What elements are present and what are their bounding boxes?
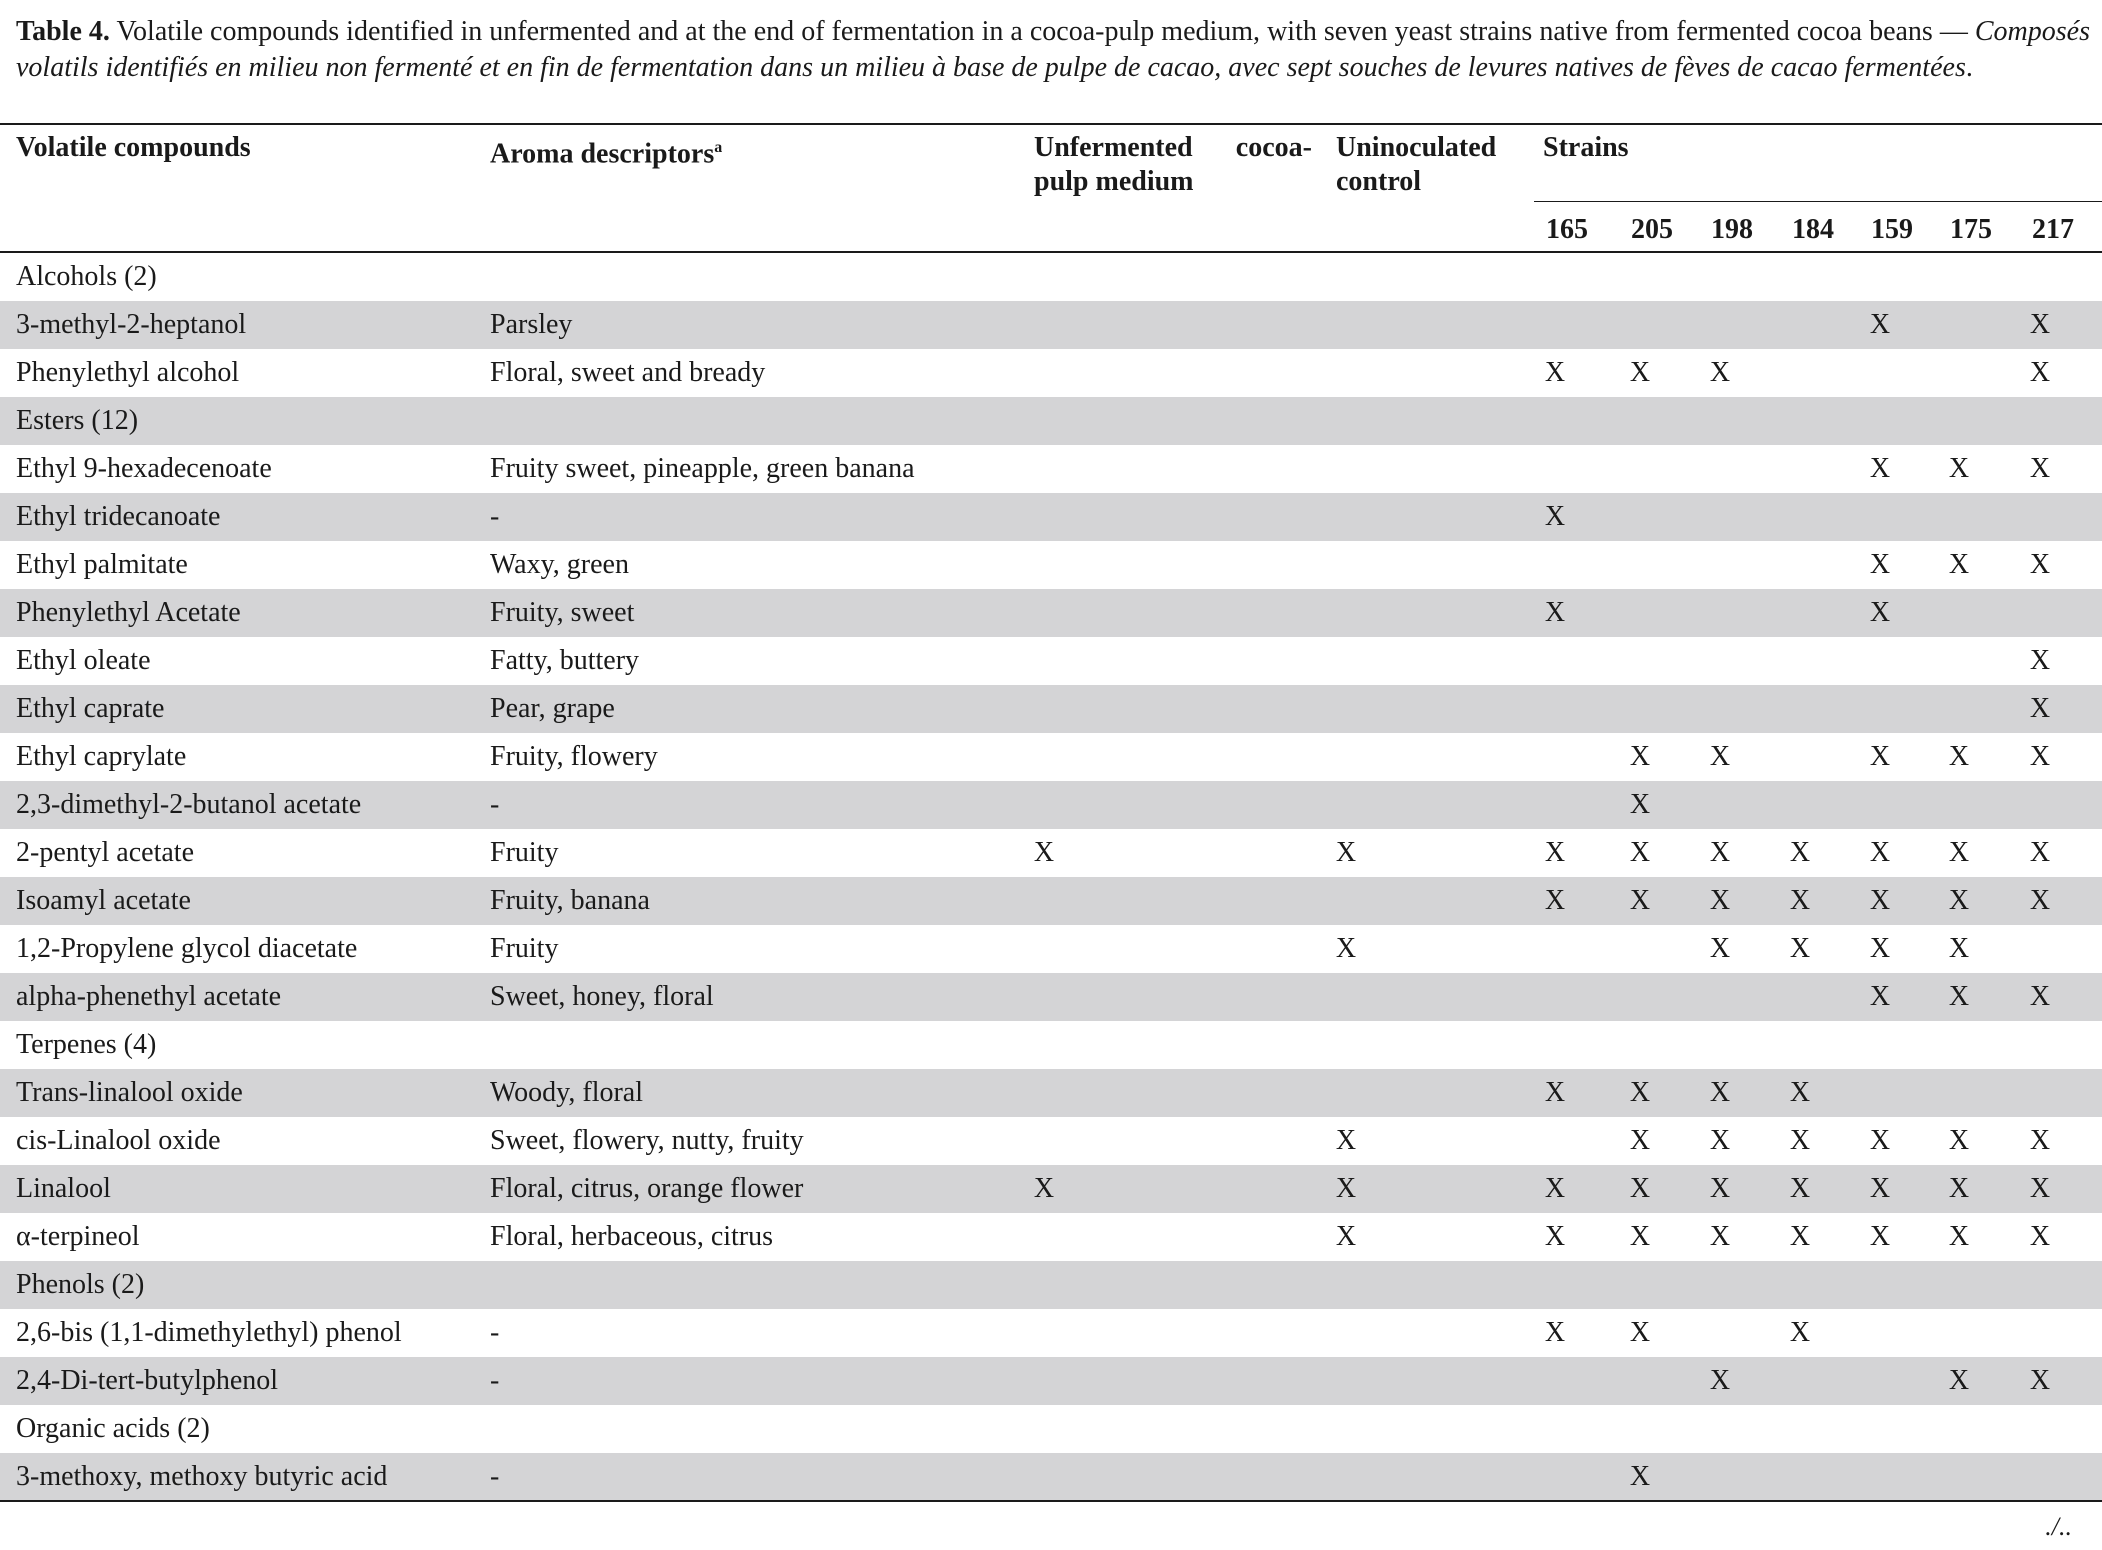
detection-mark: X	[2029, 693, 2051, 724]
detection-mark: X	[1709, 357, 1731, 388]
compound-name: Organic acids (2)	[16, 1413, 210, 1444]
detection-mark: X	[1789, 933, 1811, 964]
detection-mark: X	[1869, 741, 1891, 772]
detection-mark: X	[1869, 1173, 1891, 1204]
aroma-descriptor: Sweet, honey, floral	[490, 981, 714, 1012]
detection-mark: X	[1948, 453, 1970, 484]
header-control-line2: control	[1336, 166, 1422, 197]
table-row	[0, 877, 2102, 925]
aroma-descriptor: Fruity	[490, 837, 559, 868]
detection-mark: X	[1629, 885, 1651, 916]
header-unfermented-line1: Unfermented cocoa-	[1034, 132, 1312, 163]
detection-mark: X	[1948, 1173, 1970, 1204]
header-strains: Strains	[1543, 132, 1629, 163]
strain-id: 165	[1546, 214, 1588, 245]
strains-rule	[1534, 201, 2102, 202]
detection-mark: X	[1544, 597, 1566, 628]
header-descriptors-text: Aroma descriptors	[490, 138, 715, 170]
table-row	[0, 445, 2102, 493]
detection-mark: X	[1709, 1077, 1731, 1108]
aroma-descriptor: Woody, floral	[490, 1077, 644, 1108]
detection-mark: X	[1869, 1125, 1891, 1156]
detection-mark: X	[1033, 837, 1055, 868]
aroma-descriptor: Fruity, sweet	[490, 597, 635, 628]
compound-name: 3-methyl-2-heptanol	[16, 309, 247, 340]
table-row	[0, 1453, 2102, 1501]
compound-name: Ethyl palmitate	[16, 549, 188, 580]
detection-mark: X	[1629, 1077, 1651, 1108]
detection-mark: X	[1948, 549, 1970, 580]
detection-mark: X	[2029, 645, 2051, 676]
aroma-descriptor: Sweet, flowery, nutty, fruity	[490, 1125, 804, 1156]
detection-mark: X	[1033, 1173, 1055, 1204]
caption-french: Composés volatils identifiés en milieu non fermenté et en fin de fermentation dans un milieu à base de pulpe de cacao, avec sept souches de levures natives de fèves de cacao fermentées	[16, 16, 2090, 83]
detection-mark: X	[1789, 837, 1811, 868]
aroma-descriptor: -	[490, 1461, 500, 1492]
aroma-descriptor: Waxy, green	[490, 549, 629, 580]
detection-mark: X	[2029, 1365, 2051, 1396]
header-descriptors	[490, 131, 722, 171]
detection-mark: X	[1629, 1173, 1651, 1204]
table-row	[0, 1117, 2102, 1165]
header-control-line1: Uninoculated	[1336, 132, 1497, 163]
strain-id: 159	[1871, 214, 1913, 245]
header-compounds: Volatile compounds	[16, 132, 251, 163]
table-caption	[16, 14, 2090, 86]
detection-mark: X	[1789, 1317, 1811, 1348]
detection-mark: X	[1335, 837, 1357, 868]
detection-mark: X	[1869, 453, 1891, 484]
table-group-row	[0, 1021, 2102, 1069]
table-group-row	[0, 1405, 2102, 1453]
compound-name: 2,4-Di-tert-butylphenol	[16, 1365, 279, 1396]
bottom-rule	[0, 1500, 2102, 1502]
detection-mark: X	[1789, 1125, 1811, 1156]
detection-mark: X	[2029, 981, 2051, 1012]
detection-mark: X	[2029, 741, 2051, 772]
compound-name: Alcohols (2)	[16, 261, 157, 292]
strain-id: 198	[1711, 214, 1753, 245]
detection-mark: X	[1948, 741, 1970, 772]
detection-mark: X	[1709, 837, 1731, 868]
detection-mark: X	[1709, 741, 1731, 772]
detection-mark: X	[1544, 1077, 1566, 1108]
compound-name: cis-Linalool oxide	[16, 1125, 221, 1156]
aroma-descriptor: Floral, citrus, orange flower	[490, 1173, 804, 1204]
table-row	[0, 685, 2102, 733]
table-row	[0, 1309, 2102, 1357]
table-group-row	[0, 1261, 2102, 1309]
detection-mark: X	[1709, 1125, 1731, 1156]
detection-mark: X	[1869, 549, 1891, 580]
table-row	[0, 1213, 2102, 1261]
detection-mark: X	[1948, 1125, 1970, 1156]
table-row	[0, 637, 2102, 685]
detection-mark: X	[1948, 933, 1970, 964]
table-row	[0, 541, 2102, 589]
aroma-descriptor: Fruity	[490, 933, 559, 964]
aroma-descriptor: Fruity, flowery	[490, 741, 658, 772]
table-body	[0, 253, 2102, 1501]
detection-mark: X	[1629, 1221, 1651, 1252]
detection-mark: X	[1629, 789, 1651, 820]
detection-mark: X	[2029, 357, 2051, 388]
compound-name: Esters (12)	[16, 405, 139, 436]
detection-mark: X	[2029, 549, 2051, 580]
detection-mark: X	[1869, 837, 1891, 868]
detection-mark: X	[2029, 837, 2051, 868]
top-rule	[0, 123, 2102, 125]
detection-mark: X	[1709, 885, 1731, 916]
detection-mark: X	[1948, 885, 1970, 916]
detection-mark: X	[1629, 1317, 1651, 1348]
detection-mark: X	[1629, 741, 1651, 772]
detection-mark: X	[1709, 1173, 1731, 1204]
strain-id: 217	[2032, 214, 2074, 245]
table-row	[0, 829, 2102, 877]
table-row	[0, 925, 2102, 973]
detection-mark: X	[1789, 885, 1811, 916]
detection-mark: X	[1335, 933, 1357, 964]
strain-id: 205	[1631, 214, 1673, 245]
compound-name: Ethyl tridecanoate	[16, 501, 221, 532]
table-row	[0, 973, 2102, 1021]
caption-end: .	[1965, 52, 1973, 83]
detection-mark: X	[1869, 885, 1891, 916]
detection-mark: X	[1789, 1221, 1811, 1252]
table-row	[0, 733, 2102, 781]
detection-mark: X	[2029, 453, 2051, 484]
aroma-descriptor: Pear, grape	[490, 693, 615, 724]
compound-name: Ethyl 9-hexadecenoate	[16, 453, 272, 484]
aroma-descriptor: -	[490, 501, 500, 532]
compound-name: alpha-phenethyl acetate	[16, 981, 282, 1012]
table-row	[0, 301, 2102, 349]
detection-mark: X	[1544, 1173, 1566, 1204]
header-control	[1336, 131, 1496, 199]
aroma-descriptor: Fatty, buttery	[490, 645, 640, 676]
aroma-descriptor: Floral, sweet and bready	[490, 357, 766, 388]
detection-mark: X	[1335, 1173, 1357, 1204]
detection-mark: X	[1869, 933, 1891, 964]
detection-mark: X	[1544, 501, 1566, 532]
aroma-descriptor: Floral, herbaceous, citrus	[490, 1221, 774, 1252]
detection-mark: X	[2029, 1125, 2051, 1156]
detection-mark: X	[1629, 1125, 1651, 1156]
detection-mark: X	[1544, 357, 1566, 388]
compound-name: 2-pentyl acetate	[16, 837, 195, 868]
caption-english: Volatile compounds identified in unfermented and at the end of fermentation in a cocoa-pulp medium, with seven yeast strains native from fermented cocoa beans —	[109, 16, 1975, 47]
detection-mark: X	[2029, 1173, 2051, 1204]
aroma-descriptor: Fruity, banana	[490, 885, 650, 916]
caption-label: Table 4.	[16, 16, 110, 47]
detection-mark: X	[1869, 309, 1891, 340]
detection-mark: X	[2029, 309, 2051, 340]
table-group-row	[0, 397, 2102, 445]
detection-mark: X	[1335, 1125, 1357, 1156]
detection-mark: X	[1709, 933, 1731, 964]
strain-id: 184	[1792, 214, 1834, 245]
header-unfermented-line2: pulp medium	[1034, 166, 1194, 197]
detection-mark: X	[1948, 1365, 1970, 1396]
compound-name: Ethyl caprylate	[16, 741, 187, 772]
detection-mark: X	[1544, 885, 1566, 916]
table-row	[0, 781, 2102, 829]
detection-mark: X	[1789, 1077, 1811, 1108]
table-row	[0, 1069, 2102, 1117]
detection-mark: X	[1948, 981, 1970, 1012]
detection-mark: X	[1709, 1365, 1731, 1396]
table-group-row	[0, 253, 2102, 301]
aroma-descriptor: -	[490, 1317, 500, 1348]
strain-id: 175	[1950, 214, 1992, 245]
compound-name: Trans-linalool oxide	[16, 1077, 243, 1108]
detection-mark: X	[1948, 1221, 1970, 1252]
compound-name: α-terpineol	[16, 1221, 140, 1252]
compound-name: Phenylethyl alcohol	[16, 357, 240, 388]
detection-mark: X	[2029, 885, 2051, 916]
compound-name: 1,2-Propylene glycol diacetate	[16, 933, 358, 964]
table-row	[0, 1357, 2102, 1405]
compound-name: 3-methoxy, methoxy butyric acid	[16, 1461, 388, 1492]
detection-mark: X	[1789, 1173, 1811, 1204]
compound-name: Isoamyl acetate	[16, 885, 191, 916]
continued-marker: ./..	[2045, 1512, 2072, 1541]
header-unfermented	[1034, 131, 1312, 199]
compound-name: Phenylethyl Acetate	[16, 597, 241, 628]
compound-name: Phenols (2)	[16, 1269, 145, 1300]
detection-mark: X	[1629, 357, 1651, 388]
aroma-descriptor: -	[490, 1365, 500, 1396]
compound-name: Ethyl caprate	[16, 693, 165, 724]
table-row	[0, 349, 2102, 397]
detection-mark: X	[1335, 1221, 1357, 1252]
detection-mark: X	[1709, 1221, 1731, 1252]
detection-mark: X	[1869, 981, 1891, 1012]
detection-mark: X	[2029, 1221, 2051, 1252]
detection-mark: X	[1629, 837, 1651, 868]
detection-mark: X	[1544, 1221, 1566, 1252]
compound-name: 2,6-bis (1,1-dimethylethyl) phenol	[16, 1317, 402, 1348]
detection-mark: X	[1948, 837, 1970, 868]
aroma-descriptor: Parsley	[490, 309, 573, 340]
table-row	[0, 1165, 2102, 1213]
compound-name: Terpenes (4)	[16, 1029, 157, 1060]
detection-mark: X	[1544, 837, 1566, 868]
detection-mark: X	[1869, 597, 1891, 628]
detection-mark: X	[1869, 1221, 1891, 1252]
detection-mark: X	[1629, 1461, 1651, 1492]
compound-name: Ethyl oleate	[16, 645, 151, 676]
aroma-descriptor: Fruity sweet, pineapple, green banana	[490, 453, 915, 484]
compound-name: Linalool	[16, 1173, 111, 1204]
aroma-descriptor: -	[490, 789, 500, 820]
table-row	[0, 589, 2102, 637]
header-descriptors-superscript: a	[714, 139, 723, 156]
compound-name: 2,3-dimethyl-2-butanol acetate	[16, 789, 362, 820]
table-row	[0, 493, 2102, 541]
detection-mark: X	[1544, 1317, 1566, 1348]
